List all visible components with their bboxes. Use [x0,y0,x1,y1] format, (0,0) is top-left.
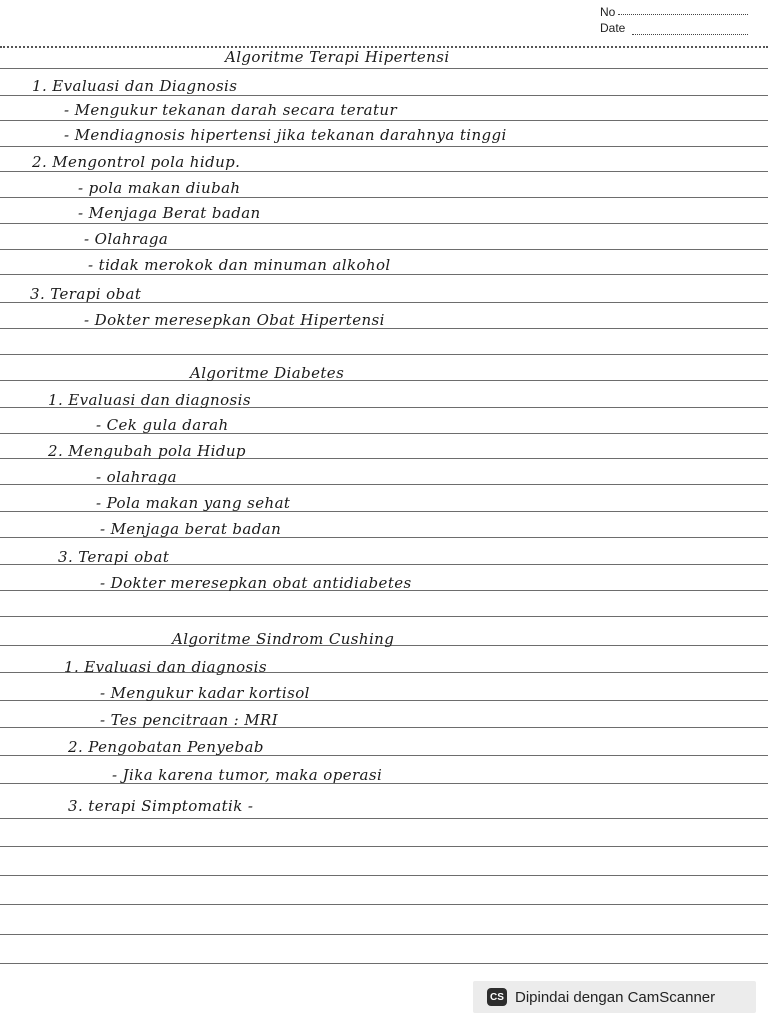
section-title-cushing: Algoritme Sindrom Cushing [172,630,395,648]
note-line: - Mendiagnosis hipertensi jika tekanan darahnya tinggi [64,126,507,144]
ruled-line [0,818,768,819]
note-line: - Cek gula darah [96,416,229,434]
note-line: - Mengukur kadar kortisol [100,684,310,702]
note-line: - Dokter meresepkan Obat Hipertensi [84,311,385,329]
ruled-line [0,95,768,96]
note-line: - Tes pencitraan : MRI [100,711,279,729]
date-label: Date [600,21,626,35]
camscanner-watermark [473,981,756,1013]
note-line: - Jika karena tumor, maka operasi [112,766,383,784]
note-line: 2. Mengontrol pola hidup. [32,153,241,171]
note-line: - Menjaga berat badan [100,520,282,538]
note-line: - Pola makan yang sehat [96,494,291,512]
note-line: - tidak merokok dan minuman alkohol [88,256,391,274]
note-line: 3. Terapi obat [30,285,142,303]
camscanner-text: Dipindai dengan CamScanner [515,988,716,1006]
section-title-hipertensi: Algoritme Terapi Hipertensi [225,48,450,66]
note-line: 2. Pengobatan Penyebab [68,738,264,756]
note-line: 3. Terapi obat [58,548,170,566]
note-line: 1. Evaluasi dan diagnosis [64,658,267,676]
ruled-line [0,846,768,847]
ruled-line [0,223,768,224]
ruled-line [0,934,768,935]
note-line: 2. Mengubah pola Hidup [48,442,246,460]
ruled-line [0,68,768,69]
no-field-line [618,14,748,15]
note-line: - pola makan diubah [78,179,241,197]
ruled-line [0,197,768,198]
ruled-line [0,875,768,876]
no-label: No [600,5,616,19]
ruled-line [0,249,768,250]
ruled-line [0,616,768,617]
ruled-line [0,963,768,964]
ruled-line [0,354,768,355]
note-line: - olahraga [96,468,177,486]
note-line: - Menjaga Berat badan [78,204,261,222]
note-line: - Mengukur tekanan darah secara teratur [64,101,398,119]
note-line: - Olahraga [84,230,169,248]
ruled-line [0,274,768,275]
note-line: 3. terapi Simptomatik - [68,797,254,815]
ruled-line [0,904,768,905]
ruled-line [0,380,768,381]
note-line: 1. Evaluasi dan Diagnosis [32,77,238,95]
camscanner-logo-icon: CS [487,988,507,1006]
note-line: - Dokter meresepkan obat antidiabetes [100,574,412,592]
ruled-line [0,146,768,147]
ruled-line [0,171,768,172]
section-title-diabetes: Algoritme Diabetes [190,364,345,382]
date-field-line [632,34,748,35]
note-line: 1. Evaluasi dan diagnosis [48,391,251,409]
ruled-line [0,120,768,121]
